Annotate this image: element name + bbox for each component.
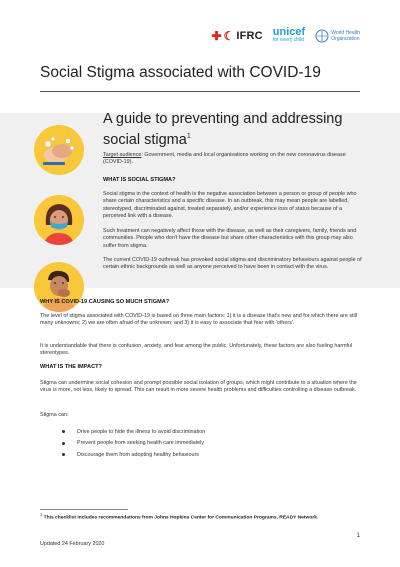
masked-woman-illustration [34,195,84,245]
bullet-icon [62,430,65,433]
footnote-text: This checklist includes recommendations from Johns Hopkins Center for Communication Programs, READY Network. [42,515,319,521]
red-crescent-icon: ☾ [223,29,235,43]
ifrc-logo [211,30,262,42]
ifrc-logo-text: IFRC [236,30,263,42]
red-cross-icon: ✚ [211,29,222,43]
list-item-text: Discourage them from adopting healthy behaviours [77,451,199,458]
guide-footnote-mark: 1 [186,133,191,140]
who-logo-line2: Organization [331,36,360,42]
impact-paragraph-1: Stigma can undermine social cohesion and prompt possible social isolation of groups, which might contribute to a situation where the virus is more, not less, likely to spread. This can result in more severe health problems and difficulties controlling a disease outbreak. [40,380,357,394]
footnote-divider [40,509,128,510]
unicef-logo-text: unicef [272,26,306,38]
footnote-mark: 1 [40,512,43,517]
why-heading: WHY IS COVID-19 CAUSING SO MUCH STIGMA? [40,299,170,305]
guide-heading-line2: social stigma [103,131,187,148]
who-logo-line1: World Health [331,30,360,36]
list-item [62,438,362,450]
masked-woman-icon [34,195,84,245]
who-logo [315,29,360,43]
impact-paragraph-2: Stigma can: [40,412,69,418]
who-emblem-icon [315,29,329,43]
list-item-text: Prevent people from seeking health care immediately [77,440,205,447]
why-paragraph-2: It is understandable that there is confusion, anxiety, and fear among the public. Unfortunately, these factors are also fueling harmful stereotypes. [40,343,353,357]
guide-heading-line1: A guide to preventing and addressing [103,111,343,127]
why-paragraph-1: The level of stigma associated with COVID-19 is based on three main factors: 1) it is a disease that's new and for which there are still many unknowns; 2) we are often afraid of the unknown; and 3) it is easy to associate that fear with 'others'. [40,313,358,327]
target-audience [103,152,363,167]
list-item-text: Drive people to hide the illness to avoid discrimination [77,428,206,435]
stigma-effects-list [62,426,362,461]
list-item [62,449,362,461]
what-is-paragraph-1: Social stigma in the context of health is the negative association between a person or group of people who share certain characteristics and a specific disease. In an outbreak, this may mean people are labelled, stereotyped, discriminated against, treated separately, and/or experience loss of status because of a perceived link with a disease. [103,191,357,220]
unicef-tagline: for every child [272,37,304,43]
footnote [40,512,360,522]
partner-logos [211,28,360,44]
what-is-paragraph-3: The current COVID-19 outbreak has provoked social stigma and discriminatory behaviours against people of certain ethnic backgrounds as well as anyone perceived to have been in contact with the virus. [103,257,362,271]
target-audience-text: : Government, media and local organisations working on the new coronavirus disease (COVID-19). [103,152,346,166]
page-number: 1 [356,533,360,539]
list-item [62,426,362,438]
bullet-icon [62,442,65,445]
guide-heading [103,110,363,149]
hand-washing-illustration [34,125,84,175]
unicef-logo [273,28,305,44]
what-is-paragraph-2: Such treatment can negatively affect those with the disease, as well as their caregivers, family, friends and communities. People who don't have the disease but share other characteristics with this group may also suffer from stigma. [103,228,357,249]
hand-washing-icon [34,125,84,175]
bullet-icon [62,453,65,456]
updated-date: Updated 24 February 2020 [40,541,105,547]
page-title: Social Stigma associated with COVID-19 [40,64,321,81]
impact-heading: WHAT IS THE IMPACT? [40,364,102,370]
what-is-heading: WHAT IS SOCIAL STIGMA? [103,177,176,183]
title-divider [40,91,360,92]
target-audience-label: Target audience [103,152,142,158]
